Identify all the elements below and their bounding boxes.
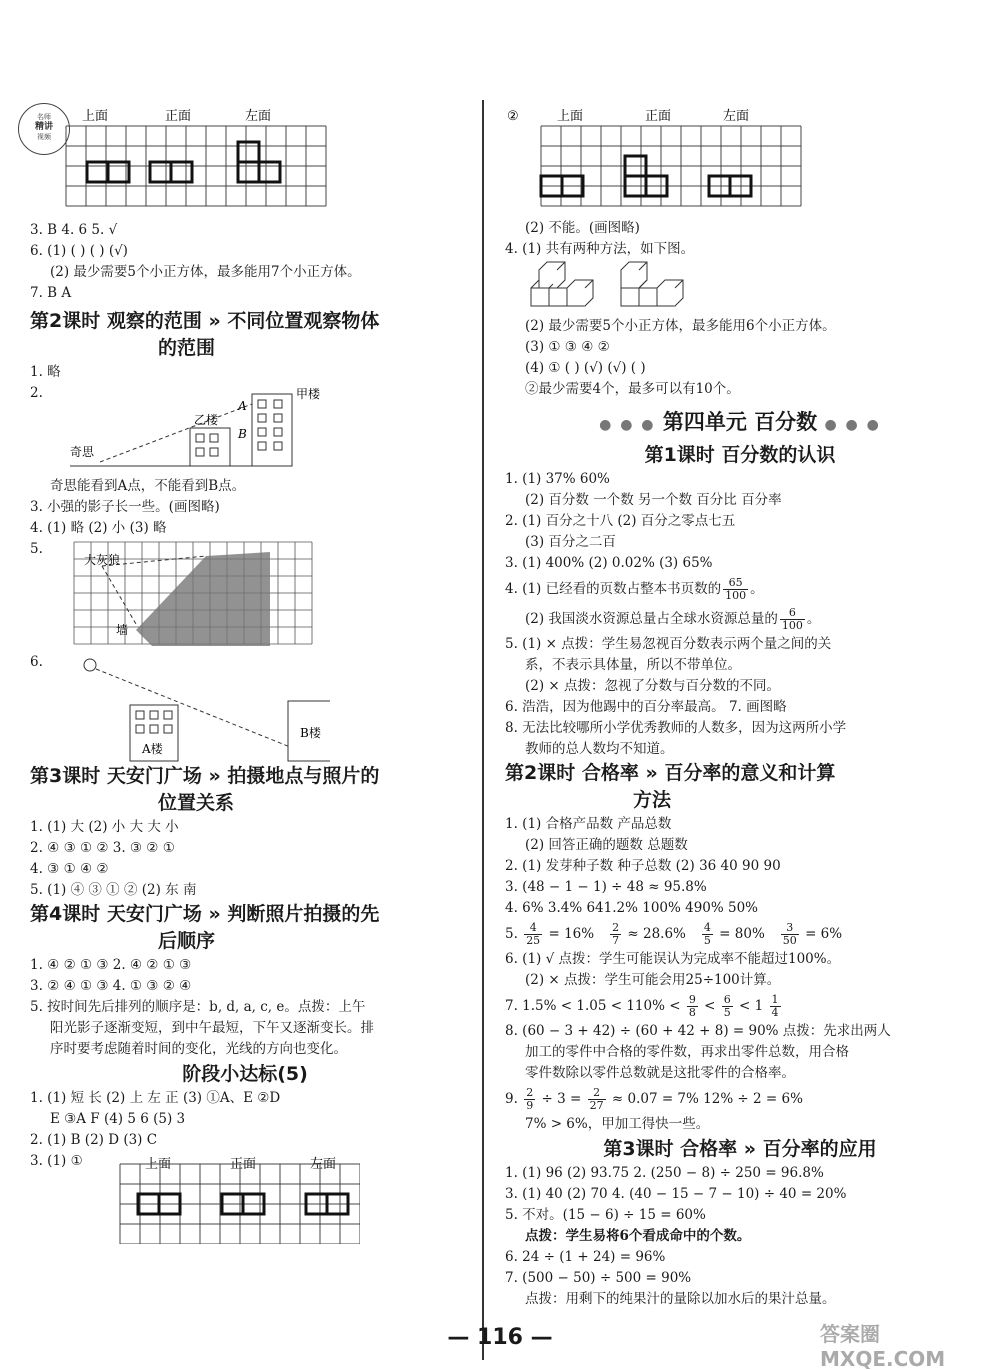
u-lesson-2-title-sub: 方法	[633, 789, 672, 811]
u-a7-text: (2) 我国淡水资源总量占全球水资源总量的	[525, 611, 778, 627]
unit-dots-right: ● ● ●	[824, 417, 881, 433]
fraction	[702, 922, 713, 947]
u-a11: 6. 浩浩，因为他踢中的百分率最高。 7. 画图略	[505, 699, 787, 715]
stage-a1: 1. (1) 短 长 (2) 上 左 正 (3) ①A、E ②D	[30, 1090, 281, 1106]
denominator: 50	[782, 934, 797, 947]
lesson-3-title	[30, 763, 460, 817]
fraction-result: = 6%	[800, 926, 843, 942]
numerator: 3	[781, 922, 799, 935]
u-a4: (3) 百分之二百	[525, 534, 616, 550]
denominator: 8	[688, 1006, 696, 1019]
ans-6-2: (2) 最少需要5个小正方体，最多能用7个小正方体。	[50, 264, 361, 280]
v-a2: (2) 回答正确的题数 总题数	[525, 837, 688, 853]
v-a3: 2. (1) 发芽种子数 种子总数 (2) 36 40 90 90	[505, 858, 781, 874]
u-a13: 教师的总人数均不知道。	[525, 741, 674, 757]
fraction	[524, 1087, 535, 1112]
v-a9-a: 7. 1.5% < 1.05 < 110% <	[505, 998, 681, 1014]
v-a6-label: 5.	[505, 926, 518, 942]
lesson-3-title-sub: 位置关系	[158, 792, 235, 814]
v-a9-c: < 1	[739, 998, 764, 1014]
stage-a2: E ③A F (4) 5 6 (5) 3	[50, 1111, 186, 1127]
v-a13-b: ÷ 3 =	[541, 1091, 582, 1107]
view-label-left-r: 左面	[723, 109, 750, 124]
fraction	[723, 577, 748, 602]
l4-a4: 阳光影子逐渐变短，到中午最短，下午又逐渐变长。排	[50, 1020, 374, 1036]
label-wolf: 大灰狼	[84, 553, 121, 567]
numerator: 2	[612, 921, 620, 934]
fraction	[610, 922, 621, 947]
fraction-item	[608, 921, 686, 947]
u-a8: 5. (1) × 点拨：学生易忽视百分数表示两个量之间的关	[505, 636, 832, 652]
view-label-top-r: 上面	[557, 109, 584, 124]
watermark: 答案圈 MXQE.COM	[820, 1322, 946, 1371]
fraction	[780, 607, 805, 632]
label-a: A	[238, 399, 247, 413]
w-a5: 6. 24 ÷ (1 + 24) = 96%	[505, 1249, 666, 1265]
u-a6-text: 4. (1) 已经看的页数占整本书页数的	[505, 581, 722, 597]
v-a6-fractions	[522, 921, 856, 947]
cube-group-2	[621, 262, 683, 306]
lesson-2-title-main: 第2课时 观察的范围 » 不同位置观察物体	[30, 310, 380, 332]
label-qisi: 奇思	[70, 445, 95, 459]
right-column	[505, 100, 975, 1310]
u-a1: 1. (1) 37% 60%	[505, 471, 610, 487]
fraction-item	[779, 921, 843, 947]
u-a6: 4. (1) 已经看的页数占整本书页数的 $\frac{65}{100}$ 。	[505, 576, 764, 602]
fraction	[770, 994, 781, 1019]
v-a6	[505, 919, 975, 949]
stage-title: 阶段小达标(5)	[182, 1063, 308, 1085]
label-b-building: B楼	[300, 726, 321, 740]
unit-title	[505, 406, 975, 441]
numerator: 6	[723, 993, 731, 1006]
l3-a1: 1. (1) 大 (2) 小 大 大 小	[30, 819, 179, 835]
r-a4: (3) ① ③ ④ ②	[525, 339, 610, 355]
stage-a4: 3. (1) ①	[30, 1153, 83, 1169]
lesson-4-title-sub: 后顺序	[158, 930, 216, 952]
stamp-top: 名师	[37, 113, 51, 121]
w-a3: 5. 不对。(15 − 6) ÷ 15 = 60%	[505, 1207, 706, 1223]
v-a14: 7% > 6%，甲加工得快一些。	[525, 1116, 710, 1132]
w-a2: 3. (1) 40 (2) 70 4. (40 − 15 − 7 − 10) ÷ 40 = 20%	[505, 1186, 847, 1202]
stage-a3: 2. (1) B (2) D (3) C	[30, 1132, 158, 1148]
fraction	[781, 922, 799, 947]
v-a5: 4. 6% 3.4% 641.2% 100% 490% 50%	[505, 900, 759, 916]
l2-q2-answer: 奇思能看到A点，不能看到B点。	[50, 478, 246, 494]
view-label-top-2: 上面	[145, 1157, 172, 1172]
item-2-marker: ②	[507, 109, 519, 124]
left-column	[30, 100, 460, 1244]
label-jia: 甲楼	[296, 387, 321, 401]
l2-q5: 5.	[30, 541, 43, 557]
u-lesson-2-title-main: 第2课时 合格率 » 百分率的意义和计算	[505, 762, 836, 784]
u-lesson-3-title: 第3课时 合格率 » 百分率的应用	[603, 1138, 877, 1160]
v-a11: 加工的零件中合格的零件数，再求出零件总数，用合格	[525, 1044, 849, 1060]
fraction-result: = 16%	[544, 926, 595, 942]
fraction-result: ≈ 28.6%	[623, 926, 686, 942]
l4-a5: 序时要考虑随着时间的变化，光线的方向也变化。	[50, 1041, 347, 1057]
fraction	[722, 994, 733, 1019]
denominator: 4	[771, 1006, 779, 1019]
v-a13	[505, 1084, 975, 1114]
w-a6: 7. (500 − 50) ÷ 500 = 90%	[505, 1270, 692, 1286]
shadow-grid-figure	[30, 540, 330, 652]
v-a9-b: <	[704, 998, 716, 1014]
fraction	[687, 994, 698, 1019]
lesson-2-title	[30, 308, 460, 362]
fraction	[524, 922, 542, 947]
numerator: 9	[688, 993, 696, 1006]
lesson-3-title-main: 第3课时 天安门广场 » 拍摄地点与照片的	[30, 765, 380, 787]
buildings-figure	[30, 384, 330, 476]
page-number: — 116 —	[447, 1325, 553, 1350]
view-shapes	[87, 142, 280, 182]
three-view-grid-top	[30, 100, 330, 220]
u-lesson-2-title	[505, 760, 975, 814]
v-a7: 6. (1) √ 点拨：学生可能误认为完成率不能超过100%。	[505, 951, 841, 967]
stamp-bot: 视频	[37, 133, 51, 141]
fraction-result: = 80%	[714, 926, 765, 942]
unit-title-text: 第四单元 百分数	[662, 410, 818, 434]
denominator: 27	[589, 1099, 604, 1112]
r-a2: 4. (1) 共有两种方法，如下图。	[505, 241, 695, 257]
label-b: B	[238, 427, 247, 441]
label-yi: 乙楼	[194, 413, 219, 427]
u-a5: 3. (1) 400% (2) 0.02% (3) 65%	[505, 555, 713, 571]
label-wall: 墙	[116, 623, 129, 637]
l3-a2: 2. ④ ③ ① ② 3. ③ ② ①	[30, 840, 175, 856]
u-a10: (2) × 点拨：忽视了分数与百分数的不同。	[525, 678, 781, 694]
fraction-item	[700, 921, 765, 947]
numerator: 65	[723, 577, 748, 590]
denominator: 25	[526, 934, 541, 947]
grid-lines-right	[541, 126, 801, 206]
denominator: 7	[612, 934, 620, 947]
numerator: 2	[588, 1087, 606, 1100]
v-a10: 8. (60 − 3 + 42) ÷ (60 + 42 + 8) = 90% 点拨：先求出两人	[505, 1023, 891, 1039]
ans-3-5: 3. B 4. 6 5. √	[30, 222, 118, 238]
l2-q1: 1. 略	[30, 364, 61, 380]
l4-a3: 5. 按时间先后排列的顺序是：b, d, a, c, e。点拨：上午	[30, 999, 366, 1015]
l2-q4: 4. (1) 略 (2) 小 (3) 略	[30, 520, 167, 536]
view-label-front-2: 正面	[230, 1157, 257, 1172]
w-a4: 点拨：学生易将6个看成命中的个数。	[525, 1228, 751, 1244]
three-view-grid-right	[505, 100, 805, 218]
column-divider	[482, 100, 484, 1360]
l4-a2: 3. ② ④ ① ③ 4. ① ③ ② ④	[30, 978, 192, 994]
view-label-front: 正面	[165, 109, 192, 124]
fraction	[588, 1087, 606, 1112]
w-a1: 1. (1) 96 (2) 93.75 2. (250 − 8) ÷ 250 = 96.8%	[505, 1165, 824, 1181]
v-a1: 1. (1) 合格产品数 产品总数	[505, 816, 672, 832]
cubes-figure	[505, 260, 805, 316]
grid-lines-bottom	[120, 1164, 360, 1244]
l3-a3: 4. ③ ① ④ ②	[30, 861, 109, 877]
denominator: 5	[703, 934, 711, 947]
numerator: 4	[524, 922, 542, 935]
u-a3: 2. (1) 百分之十八 (2) 百分之零点七五	[505, 513, 736, 529]
denominator: 9	[526, 1099, 534, 1112]
u-a9: 系，不表示具体量，所以不带单位。	[525, 657, 741, 673]
v-a9	[505, 991, 975, 1021]
r-a1: (2) 不能。(画图略)	[525, 220, 640, 236]
numerator: 1	[771, 993, 779, 1006]
v-a12: 零件数除以零件总数就是这批零件的合格率。	[525, 1065, 795, 1081]
denominator: 100	[781, 619, 803, 632]
r-a3: (2) 最少需要5个小正方体，最多能用6个小正方体。	[525, 318, 836, 334]
v-a13-c: ≈ 0.07 = 7% 12% ÷ 2 = 6%	[611, 1091, 803, 1107]
v-a13-a: 9.	[505, 1091, 518, 1107]
u-a2: (2) 百分数 一个数 另一个数 百分比 百分率	[525, 492, 782, 508]
lesson-4-title	[30, 901, 460, 955]
view-label-left: 左面	[245, 109, 272, 124]
u-a7: (2) 我国淡水资源总量占全球水资源总量的 $\frac{6}{100}$ 。	[525, 606, 821, 632]
numerator: 6	[780, 607, 805, 620]
u-lesson-1-title: 第1课时 百分数的认识	[644, 444, 836, 466]
l3-a4: 5. (1) ④ ③ ① ② (2) 东 南	[30, 882, 197, 898]
stamp-mid: 精讲	[34, 122, 53, 132]
cube-group-1	[531, 262, 593, 306]
denominator: 100	[725, 589, 747, 602]
sun-icon	[84, 659, 96, 671]
numerator: 4	[703, 921, 711, 934]
grid-lines	[66, 126, 326, 206]
denominator: 5	[723, 1006, 731, 1019]
sight-line-1	[102, 566, 136, 624]
label-a-building: A楼	[142, 742, 163, 756]
l2-q2: 2.	[30, 385, 43, 401]
u-a12: 8. 无法比较哪所小学优秀教师的人数多，因为这两所小学	[505, 720, 847, 736]
view-shapes-right	[541, 156, 751, 196]
view-label-front-r: 正面	[645, 109, 672, 124]
r-a6: ②最少需要4个，最多可以有10个。	[525, 381, 740, 397]
ans-6-1: 6. (1) ( ) ( ) (√)	[30, 243, 128, 259]
view-label-top: 上面	[82, 109, 109, 124]
v-a4: 3. (48 − 1 − 1) ÷ 48 ≈ 95.8%	[505, 879, 707, 895]
w-a7: 点拨：用剩下的纯果汁的量除以加水后的果汁总量。	[525, 1291, 836, 1307]
v-a8: (2) × 点拨：学生可能会用25÷100计算。	[525, 972, 781, 988]
fraction-item	[522, 921, 595, 947]
ans-7: 7. B A	[30, 285, 72, 301]
l2-q6: 6.	[30, 654, 43, 670]
lesson-4-title-main: 第4课时 天安门广场 » 判断照片拍摄的先	[30, 903, 380, 925]
numerator: 2	[526, 1086, 534, 1099]
unit-dots-left: ● ● ●	[599, 417, 656, 433]
view-label-left-2: 左面	[310, 1157, 337, 1172]
l2-q3: 3. 小强的影子长一些。(画图略)	[30, 499, 220, 515]
sun-buildings-figure	[30, 653, 330, 763]
lesson-2-title-sub: 的范围	[158, 337, 216, 359]
l4-a1: 1. ④ ② ① ③ 2. ④ ② ① ③	[30, 957, 192, 973]
shadow-area	[136, 552, 270, 646]
r-a5: (4) ① ( ) (√) (√) ( )	[525, 360, 646, 376]
